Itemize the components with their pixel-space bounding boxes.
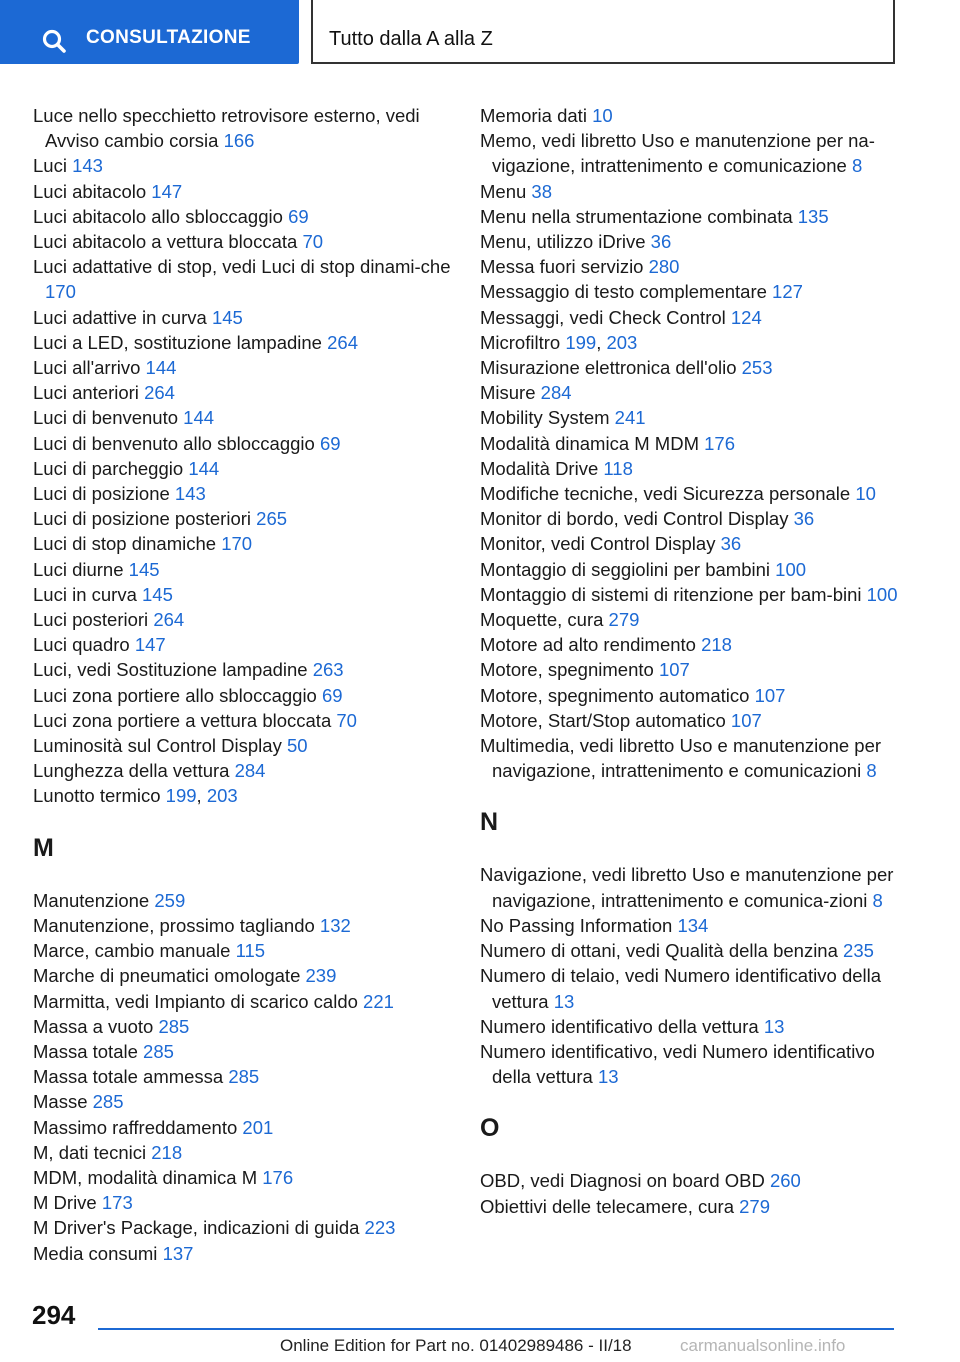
page-link[interactable]: 218 — [151, 1141, 183, 1163]
page-link[interactable]: 279 — [739, 1195, 770, 1217]
page-link[interactable]: 279 — [608, 609, 640, 631]
index-entry — [480, 683, 905, 708]
index-entry-text: Masse — [33, 1091, 93, 1113]
index-entry-text: Massa totale ammessa — [33, 1066, 229, 1088]
page-link[interactable]: 239 — [305, 965, 337, 987]
index-entry — [480, 254, 905, 279]
index-entry-text: Luci di posizione — [33, 483, 175, 505]
index-entry-text: M, dati tecnici — [33, 1141, 152, 1163]
page-link[interactable]: 70 — [336, 709, 357, 731]
index-entry-text: Navigazione, vedi libretto Uso e manutenzione per navigazione, intrattenimento e comunica-zioni — [480, 864, 894, 911]
index-entry — [33, 758, 453, 783]
page-link[interactable]: 69 — [288, 205, 309, 227]
index-entry-text: Media consumi — [33, 1242, 163, 1264]
index-entry — [33, 913, 453, 938]
index-entry — [33, 657, 453, 682]
index-entry — [480, 481, 905, 506]
index-entry — [33, 179, 453, 204]
section-title-tab[interactable] — [311, 0, 895, 64]
page-link[interactable]: 143 — [72, 155, 103, 177]
index-entry-text: Motore, Start/Stop automatico — [480, 709, 731, 731]
page-link[interactable]: 107 — [754, 684, 786, 706]
footer-divider — [98, 1328, 894, 1330]
index-entry-text: Numero identificativo della vettura — [480, 1015, 764, 1037]
index-entry — [33, 1165, 453, 1190]
index-entry — [33, 888, 453, 913]
page-link[interactable]: 199 — [565, 331, 597, 353]
page-link[interactable]: 144 — [188, 457, 220, 479]
index-entry — [33, 229, 453, 254]
index-entry — [480, 557, 905, 582]
index-entry — [33, 1140, 453, 1165]
index-entry — [480, 305, 905, 330]
index-entry — [33, 1039, 453, 1064]
page-link[interactable]: 69 — [319, 432, 341, 454]
page-link[interactable]: 36 — [720, 533, 742, 555]
index-entry — [33, 1115, 453, 1140]
page-link[interactable]: 264 — [144, 382, 175, 404]
index-entry — [33, 607, 453, 632]
page-link[interactable]: 10 — [592, 105, 613, 126]
index-entry — [33, 1064, 453, 1089]
index-entry-text: Luci zona portiere allo sbloccaggio — [33, 684, 322, 706]
index-entry — [480, 582, 905, 607]
tab-consultazione[interactable] — [0, 0, 299, 64]
page-link[interactable]: 176 — [262, 1166, 294, 1188]
index-entry — [480, 913, 905, 938]
index-entry — [480, 179, 905, 204]
index-entry-text: No Passing Information — [480, 914, 678, 936]
index-entry-text: M Drive — [33, 1192, 102, 1214]
index-entry — [480, 963, 905, 1013]
page-link[interactable]: 36 — [650, 231, 672, 253]
index-entry — [480, 128, 905, 178]
index-entry — [33, 1014, 453, 1039]
page-number: 294 — [32, 1300, 76, 1330]
page-link[interactable]: 173 — [101, 1192, 133, 1214]
page-link[interactable]: 69 — [321, 684, 343, 706]
index-entry-text: Memoria dati — [480, 105, 593, 126]
index-column-right — [480, 103, 905, 1219]
page-link[interactable]: 218 — [701, 634, 732, 656]
section-letter: O — [480, 1114, 500, 1143]
index-entry-text: Misure — [480, 382, 541, 404]
index-entry — [480, 708, 905, 733]
index-entry-text: M Driver's Package, indicazioni di guida — [33, 1217, 365, 1239]
page-link[interactable]: 127 — [772, 281, 803, 303]
index-entry-text: Luci abitacolo allo sbloccaggio — [33, 205, 289, 227]
index-entry-text: Multimedia, vedi libretto Uso e manutenzione per navigazione, intrattenimento e comunicazioni — [480, 735, 882, 782]
index-entry — [33, 380, 453, 405]
index-entry — [33, 254, 453, 304]
index-entry — [480, 1014, 905, 1039]
page-link[interactable]: 10 — [855, 483, 876, 505]
index-entry — [480, 229, 905, 254]
index-entry-text: Luce nello specchietto retrovisore esterno, vedi Avviso cambio corsia — [33, 105, 420, 152]
page-link[interactable]: 145 — [128, 558, 160, 580]
index-entry-text: Marce, cambio manuale — [33, 940, 236, 962]
index-entry-text: Moquette, cura — [480, 609, 609, 631]
index-entry — [33, 938, 453, 963]
page-link[interactable]: 285 — [92, 1091, 124, 1113]
index-entry-text: Massimo raffreddamento — [33, 1116, 243, 1138]
page-link[interactable]: 166 — [223, 130, 255, 152]
index-entry-text: Luci — [33, 155, 73, 177]
page-link[interactable]: 265 — [256, 508, 288, 530]
page-link[interactable]: 264 — [327, 331, 358, 353]
index-entry-text: Monitor di bordo, vedi Control Display — [480, 508, 794, 530]
page-link[interactable]: 260 — [769, 1170, 801, 1192]
page-link[interactable]: 201 — [242, 1116, 274, 1138]
index-entry-text: Motore, spegnimento — [480, 659, 659, 681]
page-link[interactable]: 223 — [364, 1217, 396, 1239]
index-entry-text: Messa fuori servizio — [480, 256, 649, 278]
page-link[interactable]: 115 — [235, 940, 266, 962]
page-link[interactable]: 8 — [866, 760, 877, 782]
index-entry-text: Misurazione elettronica dell'olio — [480, 357, 742, 379]
index-entry — [480, 405, 905, 430]
index-entry-text: Luci di stop dinamiche — [33, 533, 222, 555]
page-link[interactable]: 203 — [606, 331, 638, 353]
page-link[interactable]: 124 — [730, 306, 762, 328]
search-icon — [40, 28, 70, 58]
index-entry — [33, 683, 453, 708]
index-entry — [480, 103, 905, 128]
edition-text: Online Edition for Part no. 01402989486 - II/18 — [280, 1336, 632, 1355]
index-entry-text: Microfiltro — [480, 331, 566, 353]
index-entry-text: Motore ad alto rendimento — [480, 634, 702, 656]
page-link[interactable]: 134 — [677, 914, 709, 936]
page-link[interactable]: 235 — [843, 940, 874, 962]
index-entry-text: Lunghezza della vettura — [33, 760, 235, 782]
index-entry-text: Luci quadro — [33, 634, 135, 656]
index-entry-text: Menu nella strumentazione combinata — [480, 205, 798, 227]
index-entry-text: Massa totale — [33, 1040, 144, 1062]
index-entry — [480, 862, 905, 912]
page-link[interactable]: 199 — [165, 785, 197, 807]
section-letter: N — [480, 808, 499, 837]
page-link[interactable]: 144 — [183, 407, 215, 429]
page-link[interactable]: 145 — [142, 583, 173, 605]
index-entry-text: Montaggio di sistemi di ritenzione per bam-bini — [480, 583, 867, 605]
index-column-left — [33, 103, 453, 1266]
page-link[interactable]: 144 — [145, 357, 177, 379]
index-entry — [480, 1168, 905, 1193]
index-entry — [480, 657, 905, 682]
index-entry-text: Numero di telaio, vedi Numero identificativo della vettura — [480, 965, 882, 1012]
page-link[interactable]: 107 — [658, 659, 690, 681]
index-entry — [33, 708, 453, 733]
section-letter: M — [33, 833, 54, 862]
index-entry — [480, 938, 905, 963]
page-link[interactable]: 118 — [603, 457, 633, 479]
index-entry — [33, 204, 453, 229]
index-entry-text: Modalità Drive — [480, 457, 604, 479]
page-link[interactable]: 263 — [312, 659, 344, 681]
page-link[interactable]: 36 — [793, 508, 815, 530]
index-entry — [33, 330, 453, 355]
index-entry — [33, 1215, 453, 1240]
index-entry-text: Lunotto termico — [33, 785, 166, 807]
index-entry-text: Memo, vedi libretto Uso e manutenzione per na-vigazione, intrattenimento e comunicazione — [480, 130, 875, 177]
index-entry — [33, 963, 453, 988]
page-link[interactable]: 13 — [763, 1015, 785, 1037]
page-link[interactable]: 100 — [866, 583, 898, 605]
index-entry — [480, 204, 905, 229]
index-entry-text: Luci posteriori — [33, 609, 154, 631]
header — [0, 0, 960, 66]
index-entry — [33, 1241, 453, 1266]
index-entry — [480, 733, 905, 783]
index-entry-text: Menu, utilizzo iDrive — [480, 231, 651, 253]
index-entry-text: OBD, vedi Diagnosi on board OBD — [480, 1170, 770, 1192]
index-entry-text: Marche di pneumatici omologate — [33, 965, 306, 987]
page-link[interactable]: 8 — [851, 155, 863, 177]
tab-label: CONSULTAZIONE — [86, 27, 251, 48]
page-link[interactable]: 107 — [730, 709, 762, 731]
index-entry-text: Modalità dinamica M MDM — [480, 432, 705, 454]
index-entry-text: Luci all'arrivo — [33, 357, 146, 379]
page-link[interactable]: 170 — [221, 533, 253, 555]
index-entry — [33, 557, 453, 582]
page-link[interactable]: 264 — [153, 609, 185, 631]
index-entry-text: Luci di posizione posteriori — [33, 508, 257, 530]
index-entry — [33, 431, 453, 456]
index-entry — [480, 279, 905, 304]
index-entry — [33, 481, 453, 506]
index-entry-text: Luci di parcheggio — [33, 457, 189, 479]
index-entry-text: Luci di benvenuto allo sbloccaggio — [33, 432, 320, 454]
index-entry — [33, 305, 453, 330]
page-link[interactable]: 137 — [162, 1242, 194, 1264]
page-link[interactable]: 284 — [540, 382, 572, 404]
index-entry — [480, 1194, 905, 1219]
index-entry — [480, 355, 905, 380]
index-entry — [33, 582, 453, 607]
watermark: carmanualsonline.info — [680, 1336, 846, 1355]
index-entry-text: Luci, vedi Sostituzione lampadine — [33, 659, 313, 681]
index-entry-text: Luci di benvenuto — [33, 407, 184, 429]
index-entry — [480, 456, 905, 481]
index-entry-text: Menu — [480, 180, 532, 202]
index-entry — [480, 632, 905, 657]
index-entry — [480, 531, 905, 556]
page-link[interactable]: 147 — [151, 180, 183, 202]
page-link[interactable]: 13 — [553, 990, 575, 1012]
index-entry — [480, 506, 905, 531]
page-link[interactable]: 100 — [775, 558, 807, 580]
index-entry — [33, 989, 453, 1014]
page-link[interactable]: 147 — [134, 634, 166, 656]
page-link[interactable]: 50 — [286, 735, 308, 757]
index-entry — [33, 506, 453, 531]
index-entry-text: Motore, spegnimento automatico — [480, 684, 755, 706]
page-link[interactable]: 241 — [614, 407, 646, 429]
index-entry — [33, 355, 453, 380]
index-entry-text: Luci abitacolo a vettura bloccata — [33, 231, 303, 253]
index-entry-text: Montaggio di seggiolini per bambini — [480, 558, 776, 580]
index-entry — [480, 607, 905, 632]
index-entry — [480, 431, 905, 456]
index-entry-text: Numero di ottani, vedi Qualità della benzina — [480, 940, 844, 962]
page-link[interactable]: 38 — [531, 180, 552, 202]
page-link[interactable]: 285 — [143, 1040, 174, 1062]
index-entry-text: Luminosità sul Control Display — [33, 735, 287, 757]
page-link[interactable]: 203 — [206, 785, 238, 807]
index-entry-text: Obiettivi delle telecamere, cura — [480, 1195, 740, 1217]
page-link[interactable]: 176 — [704, 432, 735, 454]
page-link[interactable]: 132 — [319, 914, 351, 936]
index-entry — [33, 632, 453, 657]
page-link[interactable]: 170 — [45, 281, 76, 303]
page-link[interactable]: 13 — [597, 1066, 619, 1088]
index-entry-text: Luci abitacolo — [33, 180, 152, 202]
index-entry-text: Manutenzione — [33, 889, 155, 911]
index-entry-text: Luci zona portiere a vettura bloccata — [33, 709, 337, 731]
index-entry — [33, 733, 453, 758]
index-entry-text: Mobility System — [480, 407, 615, 429]
index-entry — [33, 405, 453, 430]
page-link[interactable]: 280 — [648, 256, 680, 278]
index-entry-text: Numero identificativo, vedi Numero identificativo della vettura — [480, 1040, 875, 1088]
index-entry-text: Luci in curva — [33, 583, 142, 605]
index-entry — [33, 1089, 453, 1114]
index-entry-text: Luci adattive in curva — [33, 306, 212, 328]
index-entry-text: Marmitta, vedi Impianto di scarico caldo — [33, 990, 364, 1012]
index-entry-text: Massa a vuoto — [33, 1015, 159, 1037]
page-link[interactable]: 285 — [158, 1015, 190, 1037]
index-entry: Lunotto termico 199, 203 — [33, 785, 238, 807]
page-link[interactable]: 221 — [363, 990, 394, 1012]
index-entry: Microfiltro 199, 203 — [480, 331, 638, 353]
page-link[interactable]: 70 — [302, 231, 324, 253]
page-link[interactable]: 285 — [228, 1066, 260, 1088]
index-entry-text: Monitor, vedi Control Display — [480, 533, 721, 555]
index-entry-text: Luci anteriori — [33, 382, 145, 404]
page-link[interactable]: 143 — [174, 483, 206, 505]
index-entry — [480, 1039, 905, 1089]
page-link[interactable]: 135 — [797, 205, 829, 227]
index-entry-text: MDM, modalità dinamica M — [33, 1166, 263, 1188]
index-entry-text: Luci diurne — [33, 558, 129, 580]
section-title: Tutto dalla A alla Z — [329, 28, 493, 50]
index-entry — [33, 456, 453, 481]
page-link[interactable]: 284 — [234, 760, 266, 782]
index-entry — [33, 103, 453, 153]
index-entry — [480, 380, 905, 405]
index-entry-text: Messaggio di testo complementare — [480, 281, 773, 303]
index-entry-text: Modifiche tecniche, vedi Sicurezza personale — [480, 483, 856, 505]
index-entry-text: Manutenzione, prossimo tagliando — [33, 914, 320, 936]
index-entry — [33, 1190, 453, 1215]
page-link[interactable]: 259 — [154, 889, 186, 911]
index-entry-text: Luci a LED, sostituzione lampadine — [33, 331, 328, 353]
page-link[interactable]: 253 — [741, 357, 773, 379]
index-entry — [33, 531, 453, 556]
page-link[interactable]: 8 — [872, 889, 883, 911]
index-entry-text: Messaggi, vedi Check Control — [480, 306, 731, 328]
page-link[interactable]: 145 — [211, 306, 243, 328]
index-entry-text: Luci adattative di stop, vedi Luci di stop dinami-che — [33, 256, 451, 278]
index-entry — [33, 153, 453, 178]
